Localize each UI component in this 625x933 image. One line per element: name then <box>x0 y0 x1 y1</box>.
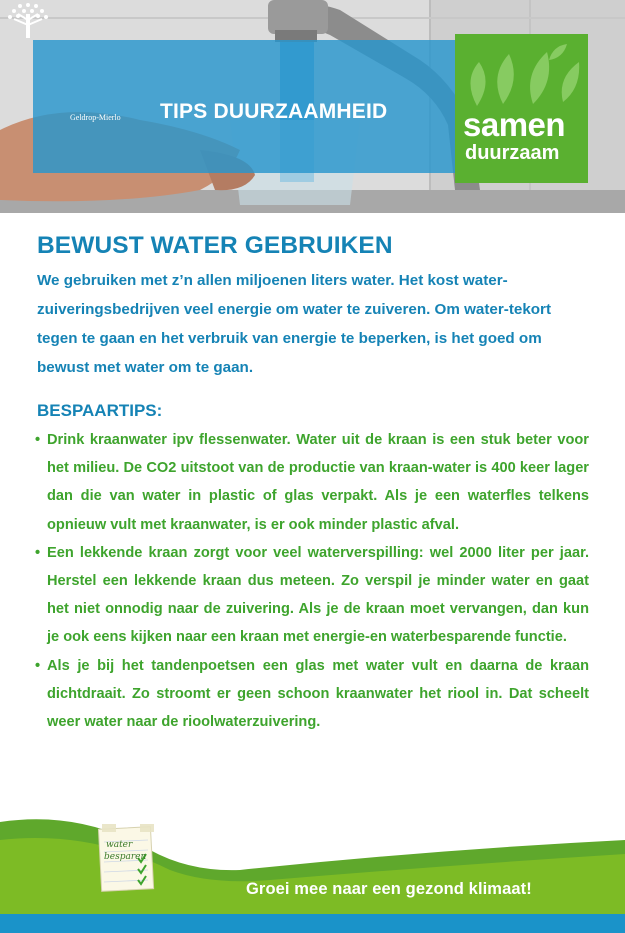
municipality-name: Geldrop-Mierlo <box>70 113 121 122</box>
header-photo <box>0 0 625 213</box>
green-wave-shape <box>0 810 625 933</box>
municipality-tree-logo-icon <box>0 0 90 42</box>
tip-text: Een lekkende kraan zorgt voor veel waterverspilling: wel 2000 liter per jaar. Herstel een lekkende kraan dus meteen. Zo verspil je minder water en gaat het niet onnodig naar de zuivering. Als je de kraan moet vervangen, dan kun je ook eens kijken naar een kraan met energie-en waterbesparende functie. <box>47 544 589 646</box>
bullet-icon: • <box>35 657 41 674</box>
tip-text: Als je bij het tandenpoetsen een glas met water vult en daarna de kraan dichtdraait. Zo stroomt er geen schoon kraanwater het riool in. Dat scheelt weer water naar de rioolwaterzuivering. <box>47 657 589 731</box>
brand-word-duurzaam: duurzaam <box>465 142 560 164</box>
intro-paragraph: We gebruiken met z’n allen miljoenen liters water. Het kost water-zuiveringsbedrijven veel energie om water te zuiveren. Om water-tekort tegen te gaan en het verbruik van energie te beperken, is het goed om bewust met water om te gaan. <box>37 272 552 376</box>
bullet-icon: • <box>35 544 41 561</box>
list-item <box>37 426 589 539</box>
brand-word-samen: samen <box>463 106 566 143</box>
footer <box>0 810 625 933</box>
page-title: BEWUST WATER GEBRUIKEN <box>37 232 393 259</box>
banner-title: TIPS DUURZAAMHEID <box>160 100 388 123</box>
leaves-icon <box>463 40 581 110</box>
footer-slogan: Groei mee naar een gezond klimaat! <box>246 880 532 898</box>
list-item <box>37 539 589 652</box>
note-text-besparen: besparen <box>104 852 147 862</box>
tip-text: Drink kraanwater ipv flessenwater. Water uit de kraan is een stuk beter voor het milieu. De CO2 uitstoot van de productie van kraan-water is 400 keer lager dan die van water in plastic of glas verpakt. Als je een waterfles telkens opnieuw vult met kraanwater, is er ook minder plastic afval. <box>47 432 589 533</box>
section-title: BESPAARTIPS: <box>37 401 163 420</box>
list-item <box>37 652 589 737</box>
bullet-icon: • <box>35 432 41 448</box>
tips-list <box>37 426 589 736</box>
note-text-water: water <box>106 840 133 850</box>
samen-duurzaam-logo <box>455 34 588 183</box>
